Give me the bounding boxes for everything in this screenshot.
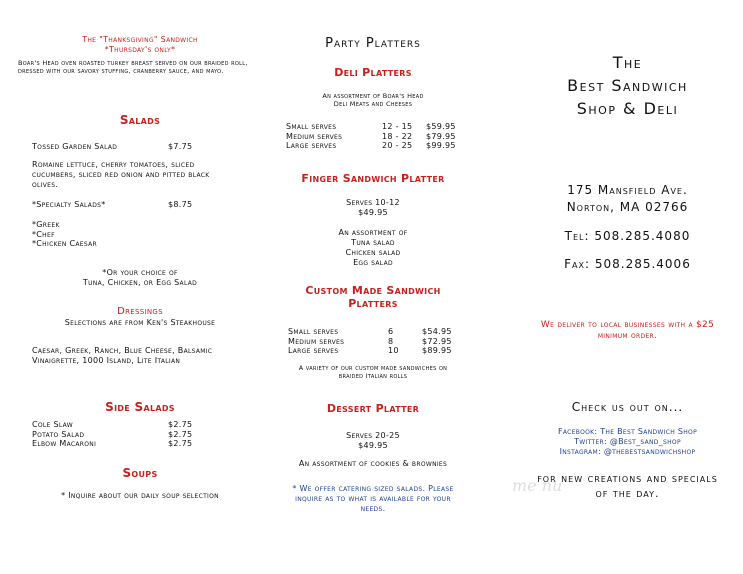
soups-note: * Inquire about our daily soup selection	[61, 491, 219, 500]
shop-name-line-2: Best Sandwich	[567, 76, 688, 95]
custom-platters-heading: Custom Made Sandwich Platters	[305, 284, 441, 310]
delivery-notice: We deliver to local businesses with a $25 minimum order.	[540, 320, 715, 341]
size-cell: Small serves	[288, 327, 339, 336]
left-panel	[18, 0, 262, 574]
price-cell: $72.95	[422, 336, 452, 346]
specialty-name: *Specialty Salads*	[32, 200, 106, 209]
side-salads-heading: Side Salads	[105, 400, 175, 414]
shop-name-line-3: Shop & Deli	[576, 99, 679, 118]
catering-note: * We offer catering sized salads. Please inquire as to what is available for your needs.	[292, 484, 454, 513]
custom-price-table	[288, 327, 468, 356]
dressings-list: Caesar, Greek, Ranch, Blue Cheese, Balsamic Vinaigrette, 1000 Island, Lite Italian	[32, 346, 213, 365]
side-price: $2.75	[168, 439, 193, 448]
soups-heading: Soups	[122, 466, 158, 480]
size-cell: Small serves	[286, 122, 337, 131]
size-cell: Medium serves	[288, 336, 345, 346]
price-cell: $89.95	[422, 346, 452, 355]
choice-line: *Or your choice of	[102, 268, 178, 277]
finger-line: An assortment of	[338, 228, 408, 237]
serves-cell: 8	[388, 336, 394, 346]
choice-options: Tuna, Chicken, or Egg Salad	[82, 278, 198, 287]
list-item: *Chicken Caesar	[32, 239, 97, 248]
phone-number: Tel: 508.285.4080	[564, 229, 691, 243]
dessert-platter-heading: Dessert Platter	[326, 402, 420, 415]
table-row	[286, 122, 466, 132]
address-line-2: Norton, MA 02766	[566, 200, 689, 214]
table-row	[288, 327, 468, 337]
thanksgiving-title: The "Thanksgiving" Sandwich	[82, 35, 198, 44]
check-us-out: Check us out on...	[571, 400, 684, 414]
table-row	[32, 430, 212, 440]
twitter-link[interactable]: Twitter: @Best_sand_shop	[574, 437, 681, 446]
price-cell: $59.95	[426, 122, 456, 131]
finger-price: $49.95	[358, 208, 388, 217]
salad-name: Tossed Garden Salad	[32, 142, 118, 151]
salad-description: Romaine lettuce, cherry tomatoes, sliced cucumbers, sliced red onion and pitted black olives.	[32, 160, 210, 189]
deli-price-table	[286, 122, 466, 151]
table-row	[286, 132, 466, 142]
table-row	[32, 420, 212, 430]
serves-cell: 18 - 22	[382, 131, 413, 141]
specialty-row	[32, 200, 232, 210]
serves-cell: 20 - 25	[382, 141, 413, 150]
instagram-link[interactable]: Instagram: @thebestsandwichshop	[559, 447, 696, 456]
side-name: Cole Slaw	[32, 420, 73, 429]
deli-sub-2: Deli Meats and Cheeses	[333, 100, 413, 108]
specialty-list	[32, 220, 97, 249]
shop-name-line-1: The	[612, 53, 643, 72]
table-row	[288, 337, 468, 347]
dessert-price: $49.95	[358, 441, 388, 450]
price-cell: $54.95	[422, 327, 452, 336]
list-item: *Greek	[32, 220, 60, 229]
side-price: $2.75	[168, 420, 193, 429]
side-salads-list	[32, 420, 212, 449]
dessert-serves: Serves 20-25	[346, 431, 400, 440]
serves-cell: 10	[388, 346, 399, 355]
side-price: $2.75	[168, 429, 193, 439]
dressings-source: Selections are from Ken's Steakhouse	[64, 318, 216, 327]
thanksgiving-subtitle: *Thursday's only*	[104, 45, 176, 54]
deli-platters-heading: Deli Platters	[334, 66, 412, 79]
dressings-heading: Dressings	[117, 306, 163, 317]
size-cell: Large serves	[288, 346, 339, 355]
table-row	[32, 439, 212, 449]
salad-row	[32, 142, 232, 152]
thanksgiving-description: Boar's Head oven roasted turkey breast served on our braided roll, dressed with our savory stuffing, cranberry sauce, and mayo.	[18, 59, 248, 75]
closing-line: for new creations and specials of the day.	[537, 472, 718, 500]
list-item: *Chef	[32, 229, 55, 239]
dessert-description: An assortment of cookies & brownies	[298, 459, 448, 468]
side-name: Elbow Macaroni	[32, 439, 97, 448]
facebook-link[interactable]: Facebook: The Best Sandwich Shop	[557, 427, 697, 436]
address-line-1: 175 Mansfield Ave.	[567, 183, 688, 197]
serves-cell: 12 - 15	[382, 122, 413, 131]
finger-serves: Serves 10-12	[346, 198, 400, 207]
finger-line: Egg salad	[353, 258, 393, 267]
finger-sandwich-heading: Finger Sandwich Platter	[301, 172, 445, 185]
middle-panel	[268, 0, 478, 574]
salads-heading: Salads	[119, 113, 161, 127]
price-cell: $79.95	[426, 131, 456, 141]
price-cell: $99.95	[426, 141, 456, 150]
finger-line: Chicken salad	[345, 248, 401, 257]
size-cell: Large serves	[286, 141, 337, 150]
size-cell: Medium serves	[286, 131, 343, 141]
specialty-price: $8.75	[168, 200, 193, 209]
finger-line: Tuna salad	[351, 238, 395, 247]
watermark-logo: me nu	[512, 476, 563, 495]
serves-cell: 6	[388, 327, 394, 336]
deli-sub-1: An assortment of Boar's Head	[322, 92, 424, 100]
side-name: Potato Salad	[32, 429, 85, 439]
salad-price: $7.75	[168, 142, 193, 151]
table-row	[288, 346, 468, 356]
party-platters-title: Party Platters	[325, 36, 421, 51]
custom-note: A variety of our custom made sandwiches on braided Italian rolls	[298, 364, 448, 380]
fax-number: Fax: 508.285.4006	[564, 257, 691, 271]
table-row	[286, 141, 466, 151]
